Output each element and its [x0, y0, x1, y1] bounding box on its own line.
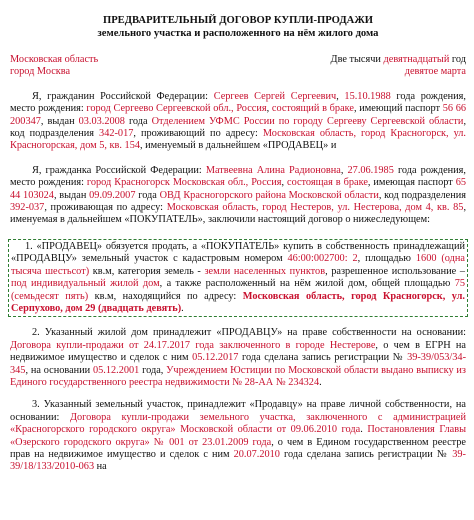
seller-paragraph: [10, 91, 466, 153]
place-block: [10, 54, 98, 79]
seller-text: года рождения, место рождения:: [10, 90, 466, 115]
buyer-passport: 65 44 103024: [10, 177, 466, 201]
seller-text: , код подразделения: [10, 115, 467, 140]
clause-2-text: , на основании: [25, 364, 93, 376]
place-city: город Москва: [10, 66, 71, 78]
cadastral-number: 46:00:002700: 2: [287, 253, 358, 265]
date-day-month: девятое марта: [404, 66, 466, 78]
date-year-prefix: Две тысячи: [330, 54, 384, 65]
clause-3-text: на: [94, 461, 107, 473]
place-region: Московская область: [10, 54, 99, 65]
land-resolution: Постановления Главы «Озерского городского округа» № 001 от 23.01.2009 года: [10, 424, 466, 448]
clause-3-paragraph: [10, 399, 466, 473]
clause-3-text: 3. Указанный земельный участок, принадлежит «Продавцу» на праве личной собственности, на основании:: [10, 399, 466, 423]
buyer-text: года рождения, место рождения:: [10, 164, 466, 189]
clause-2-text: .: [319, 376, 322, 388]
clause-1-text: 1. «ПРОДАВЕЦ» обязуется продать, а «ПОКУПАТЕЛЬ» купить в собственность принадлежащий «ПРОДАВЦУ» земельный участок с кадастровым номером: [11, 240, 465, 265]
clause-2-text: года,: [139, 364, 167, 376]
land-area: 1600 (одна тысяча шестьсот): [11, 253, 465, 277]
document-title: ПРЕДВАРИТЕЛЬНЫЙ ДОГОВОР КУПЛИ-ПРОДАЖИ: [102, 15, 374, 26]
buyer-birthplace: город Красногорск Московская обл., Россия: [86, 177, 282, 189]
buyer-text: , выдан: [53, 189, 90, 201]
date-year-suffix: год: [449, 54, 466, 65]
buyer-marital: состоящая в браке: [287, 177, 368, 189]
buyer-issued-by: ОВД Красногорского района Московской области: [159, 189, 379, 201]
land-ownership-basis: Договора купли-продажи земельного участка, заключенного с администрацией «Красногорского городского округа» Московской области от 09.06.2010 года: [10, 411, 466, 436]
seller-issued-by: Отделением УФМС России по городу Сергееву Сергеевской области: [151, 115, 464, 127]
buyer-text: ,: [340, 164, 348, 176]
house-registry-date: 05.12.2017: [192, 352, 239, 364]
seller-name: Сергеев Сергей Сергеевич: [213, 90, 337, 102]
seller-dob: 15.10.1988: [344, 90, 391, 102]
land-registry-date: 20.07.2010: [233, 448, 280, 460]
clause-3-text: года сделана запись регистрации №: [279, 448, 453, 460]
seller-text: , именуемый в дальнейшем «ПРОДАВЕЦ» и: [140, 140, 337, 152]
seller-code: 342-017: [99, 128, 134, 140]
clause-1-text: кв.м, категория земель -: [89, 265, 205, 277]
document-subtitle: земельного участка и расположенного на нём жилого дома: [97, 28, 379, 39]
house-basis-date: 05.12.2001: [92, 364, 140, 376]
buyer-paragraph: [10, 165, 466, 227]
clause-1-highlight-box: [8, 239, 468, 317]
buyer-text: года: [135, 189, 160, 201]
date-block: [331, 54, 466, 79]
seller-issued-date: 03.03.2008: [78, 115, 125, 127]
clause-1-paragraph: [11, 241, 465, 315]
land-usage: под индивидуальный жилой дом: [11, 278, 160, 290]
date-year: [331, 54, 466, 66]
buyer-code: 392-037: [10, 202, 45, 214]
house-issuing-authority: Учреждением Юстиции по Московской области выдано выписку из Единого государственного реестра недвижимости № 28-АА № 234324: [10, 364, 466, 388]
seller-text: , проживающий по адресу:: [133, 128, 263, 140]
seller-address: Московская область, город Красногорск, ул. Красногорская, дом 5, кв. 154: [10, 128, 466, 152]
clause-2-text: 2. Указанный жилой дом принадлежит «ПРОДАВЦУ» на праве собственности на основании:: [32, 327, 466, 339]
buyer-dob: 27.06.1985: [347, 164, 394, 176]
clause-1-text: , разрешенное использование –: [325, 265, 465, 277]
clause-3-text: .: [360, 424, 368, 436]
place-date-row: [10, 54, 466, 79]
property-address: Московская область, город Красногорск, ул. Серпухово, дом 29 (двадцать девять): [11, 290, 465, 314]
house-area: 75 (семьдесят пять): [11, 278, 465, 302]
house-ownership-basis: Договора купли-продажи от 24.17.2017 года заключенного в городе Нестерове: [10, 339, 376, 351]
buyer-text: , проживающая по адресу:: [44, 202, 167, 214]
buyer-text: , имеющая паспорт: [367, 177, 456, 189]
buyer-text: ,: [281, 177, 287, 189]
clause-2-text: года сделана запись регистрации №: [238, 352, 408, 364]
buyer-text: , код подразделения: [378, 189, 466, 201]
seller-text: , имеющий паспорт: [353, 103, 443, 115]
seller-text: , выдан: [40, 115, 79, 127]
clause-2-paragraph: [10, 327, 466, 389]
clause-3-text: , о чем в Едином государственном реестре прав на недвижимое имущество и сделок с ним: [10, 436, 467, 460]
clause-1-text: , площадью: [357, 253, 416, 265]
buyer-address: Московская область, город Нестеров, ул. Нестерова, дом 4, кв. 85: [166, 202, 464, 214]
clause-1-text: , а также расположенный на нём жилой дом, общей площадью: [159, 278, 455, 290]
land-category: земли населенных пунктов: [204, 265, 326, 277]
buyer-text: , именуемая в дальнейшем «ПОКУПАТЕЛЬ», заключили настоящий договор о нижеследующем:: [10, 202, 467, 226]
seller-passport: 56 66 200347: [10, 103, 467, 127]
land-registration-number: 39-39/18/133/2010-063: [10, 448, 466, 473]
clause-2-text: , о чем в ЕГРН на недвижимое имущество и сделок с ним: [10, 339, 466, 364]
seller-birthplace: город Сергеево Сергеевской обл., Россия: [86, 103, 267, 115]
house-registration-number: 39-39/053/34-345: [10, 352, 466, 376]
seller-text: Я, гражданин Российской Федерации:: [32, 90, 214, 102]
clause-1-text: .: [181, 302, 184, 314]
seller-marital: состоящий в браке: [271, 103, 354, 115]
seller-text: ,: [336, 90, 345, 102]
buyer-text: Я, гражданка Российской Федерации:: [32, 164, 206, 176]
clause-1-text: кв.м, находящийся по адресу:: [88, 290, 243, 302]
seller-text: ,: [266, 103, 272, 115]
date-year-word: девятнадцатый: [383, 54, 450, 65]
buyer-issued-date: 09.09.2007: [89, 189, 136, 201]
buyer-name: Матвеевна Алина Радионовна: [205, 164, 341, 176]
seller-text: года: [124, 115, 152, 127]
